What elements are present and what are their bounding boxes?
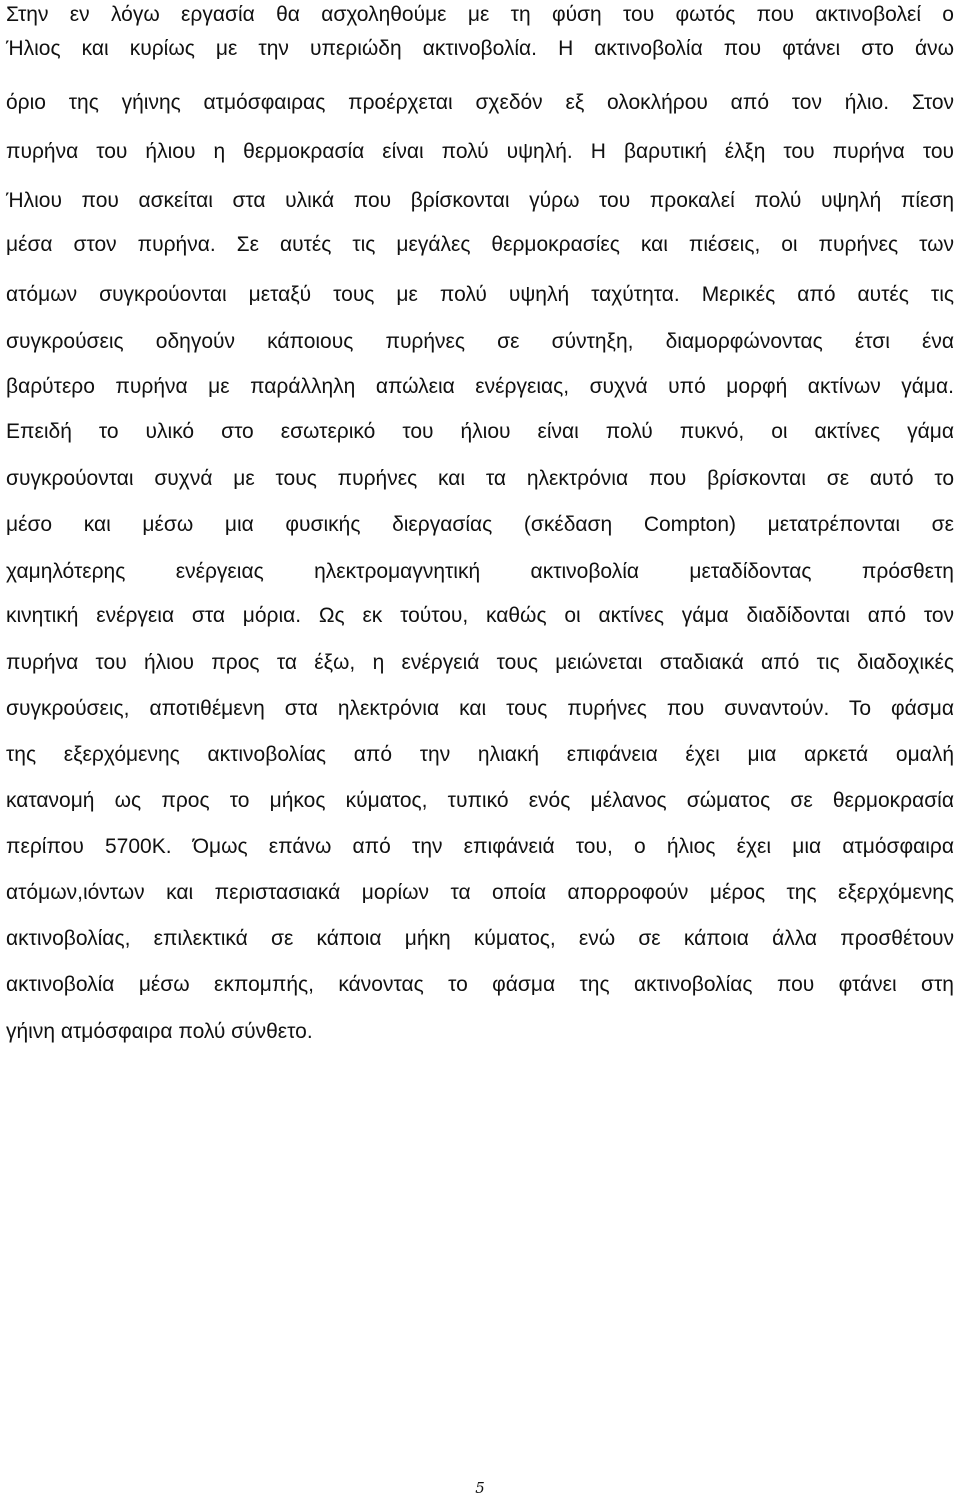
text-line-7: ατόμων συγκρούονται μεταξύ τους με πολύ υψηλή ταχύτητα. Μερικές από αυτές τις [6,283,954,306]
text-line-8: συγκρούσεις οδηγούν κάποιους πυρήνες σε σύντηξη, διαμορφώνοντας έτσι ένα [6,330,954,353]
page-number: 5 [475,1479,485,1497]
text-line-1: Στην εν λόγω εργασία θα ασχοληθούμε με τη φύση του φωτός που ακτινοβολεί ο [6,3,954,26]
text-line-20: ατόμων,ιόντων και περιστασιακά μορίων τα οποία απορροφούν μέρος της εξερχόμενης [6,881,954,904]
text-line-6: μέσα στον πυρήνα. Σε αυτές τις μεγάλες θερμοκρασίες και πιέσεις, οι πυρήνες των [6,233,954,256]
text-line-16: συγκρούσεις, αποτιθέμενη στα ηλεκτρόνια και τους πυρήνες που συναντούν. Το φάσμα [6,697,954,720]
text-line-13: χαμηλότερης ενέργειας ηλεκτρομαγνητική ακτινοβολία μεταδίδοντας πρόσθετη [6,560,954,583]
text-line-4: πυρήνα του ήλιου η θερμοκρασία είναι πολύ υψηλή. Η βαρυτική έλξη του πυρήνα του [6,140,954,163]
text-line-2: Ήλιος και κυρίως με την υπεριώδη ακτινοβολία. Η ακτινοβολία που φτάνει στο άνω [6,37,954,60]
text-line-19: περίπου 5700Κ. Όμως επάνω από την επιφάνειά του, ο ήλιος έχει μια ατμόσφαιρα [6,835,954,858]
text-line-23: γήινη ατμόσφαιρα πολύ σύνθετο. [6,1020,313,1043]
text-line-22: ακτινοβολία μέσω εκπομπής, κάνοντας το φάσμα της ακτινοβολίας που φτάνει στη [6,973,954,996]
text-line-10: Επειδή το υλικό στο εσωτερικό του ήλιου είναι πολύ πυκνό, οι ακτίνες γάμα [6,420,954,443]
text-line-15: πυρήνα του ήλιου προς τα έξω, η ενέργειά τους μειώνεται σταδιακά από τις διαδοχικές [6,651,954,674]
text-line-12: μέσο και μέσω μια φυσικής διεργασίας (σκέδαση Compton) μετατρέπονται σε [6,513,954,536]
text-line-14: κινητική ενέργεια στα μόρια. Ως εκ τούτου, καθώς οι ακτίνες γάμα διαδίδονται από τον [6,604,954,627]
text-line-17: της εξερχόμενης ακτινοβολίας από την ηλιακή επιφάνεια έχει μια αρκετά ομαλή [6,743,954,766]
text-line-21: ακτινοβολίας, επιλεκτικά σε κάποια μήκη κύματος, ενώ σε κάποια άλλα προσθέτουν [6,927,954,950]
text-line-3: όριο της γήινης ατμόσφαιρας προέρχεται σχεδόν εξ ολοκλήρου από τον ήλιο. Στον [6,91,954,114]
text-line-5: Ήλιου που ασκείται στα υλικά που βρίσκονται γύρω του προκαλεί πολύ υψηλή πίεση [6,189,954,212]
text-line-9: βαρύτερο πυρήνα με παράλληλη απώλεια ενέργειας, συχνά υπό μορφή ακτίνων γάμα. [6,375,954,398]
text-line-11: συγκρούονται συχνά με τους πυρήνες και τα ηλεκτρόνια που βρίσκονται σε αυτό το [6,467,954,490]
text-line-18: κατανομή ως προς το μήκος κύματος, τυπικό ενός μέλανος σώματος σε θερμοκρασία [6,789,954,812]
